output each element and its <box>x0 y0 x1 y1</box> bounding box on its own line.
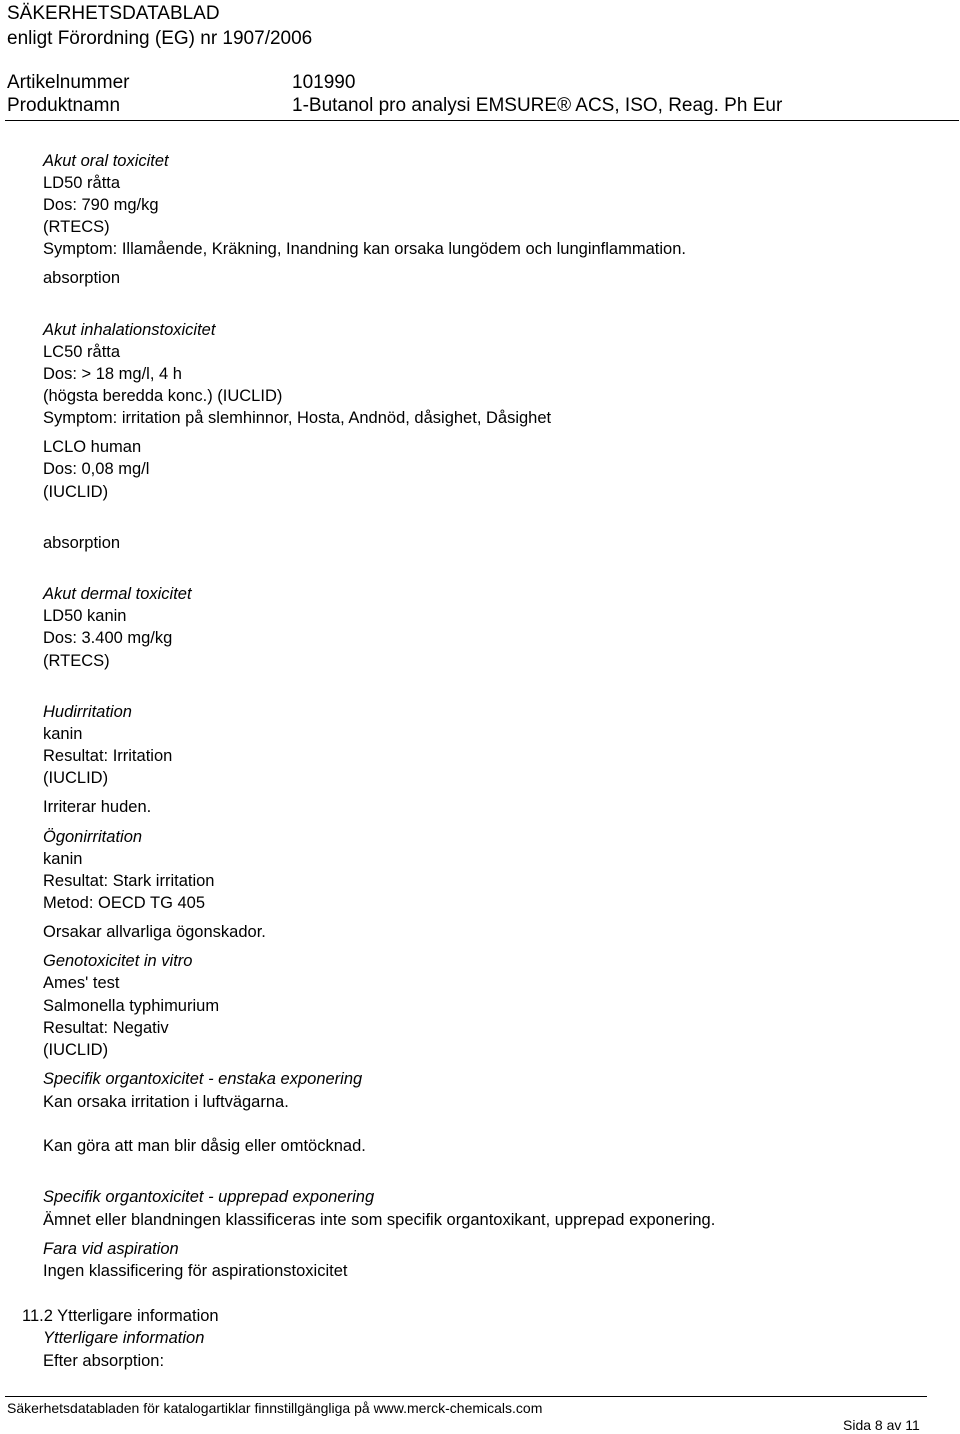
inhalation-line: Dos: > 18 mg/l, 4 h <box>43 365 182 383</box>
aspiration-line: Ingen klassificering för aspirationstoxicitet <box>43 1262 348 1280</box>
inhalation-line: LC50 råtta <box>43 343 121 361</box>
inhalation-toxicity-heading: Akut inhalationstoxicitet <box>43 321 216 339</box>
geno-line: (IUCLID) <box>43 1041 109 1059</box>
inhalation-note: absorption <box>43 534 121 552</box>
skin-irritation-heading: Hudirritation <box>43 703 132 721</box>
regulation-text: enligt Förordning (EG) nr 1907/2006 <box>7 28 313 49</box>
dermal-toxicity-heading: Akut dermal toxicitet <box>43 585 192 603</box>
inhalation-line: Dos: 0,08 mg/l <box>43 460 150 478</box>
geno-line: Salmonella typhimurium <box>43 997 220 1015</box>
stot-repeat-line: Ämnet eller blandningen klassificeras inte som specifik organtoxikant, upprepad exponering. <box>43 1211 716 1229</box>
eye-line: kanin <box>43 850 83 868</box>
stot-repeat-heading: Specifik organtoxicitet - upprepad exponering <box>43 1188 375 1206</box>
geno-line: Ames' test <box>43 974 120 992</box>
genotoxicity-heading: Genotoxicitet in vitro <box>43 952 193 970</box>
oral-line: Symptom: Illamående, Kräkning, Inandning kan orsaka lungödem och lunginflammation. <box>43 240 686 258</box>
article-number-value: 101990 <box>292 72 356 93</box>
inhalation-line: LCLO human <box>43 438 142 456</box>
product-name-value: 1-Butanol pro analysi EMSURE® ACS, ISO, Reag. Ph Eur <box>292 95 783 116</box>
section-line: Efter absorption: <box>43 1352 165 1370</box>
stot-single-line: Kan orsaka irritation i luftvägarna. <box>43 1093 289 1111</box>
page-number: Sida 8 av 11 <box>843 1417 920 1433</box>
inhalation-line: (högsta beredda konc.) (IUCLID) <box>43 387 283 405</box>
aspiration-heading: Fara vid aspiration <box>43 1240 179 1258</box>
inhalation-line: (IUCLID) <box>43 483 109 501</box>
oral-line: LD50 råtta <box>43 174 121 192</box>
eye-line: Metod: OECD TG 405 <box>43 894 206 912</box>
oral-toxicity-heading: Akut oral toxicitet <box>43 152 169 170</box>
dermal-line: (RTECS) <box>43 652 110 670</box>
skin-line: kanin <box>43 725 83 743</box>
oral-line: (RTECS) <box>43 218 110 236</box>
eye-note: Orsakar allvarliga ögonskador. <box>43 923 266 941</box>
product-name-label: Produktnamn <box>7 95 121 116</box>
footer-text: Säkerhetsdatabladen för katalogartiklar finnstillgängliga på www.merck-chemicals.com <box>7 1400 543 1416</box>
eye-irritation-heading: Ögonirritation <box>43 828 143 846</box>
stot-single-note: Kan göra att man blir dåsig eller omtöcknad. <box>43 1137 366 1155</box>
skin-note: Irriterar huden. <box>43 798 152 816</box>
skin-line: Resultat: Irritation <box>43 747 173 765</box>
article-number-label: Artikelnummer <box>7 72 130 93</box>
eye-line: Resultat: Stark irritation <box>43 872 215 890</box>
oral-note: absorption <box>43 269 121 287</box>
section-title: 11.2 Ytterligare information <box>22 1307 219 1325</box>
footer-divider <box>5 1396 927 1397</box>
inhalation-line: Symptom: irritation på slemhinnor, Hosta, Andnöd, dåsighet, Dåsighet <box>43 409 552 427</box>
oral-line: Dos: 790 mg/kg <box>43 196 159 214</box>
geno-line: Resultat: Negativ <box>43 1019 169 1037</box>
skin-line: (IUCLID) <box>43 769 109 787</box>
stot-single-heading: Specifik organtoxicitet - enstaka exponering <box>43 1070 363 1088</box>
dermal-line: LD50 kanin <box>43 607 127 625</box>
document-title: SÄKERHETSDATABLAD <box>7 3 220 24</box>
dermal-line: Dos: 3.400 mg/kg <box>43 629 173 647</box>
header-divider <box>5 120 959 121</box>
section-subheading: Ytterligare information <box>43 1329 205 1347</box>
